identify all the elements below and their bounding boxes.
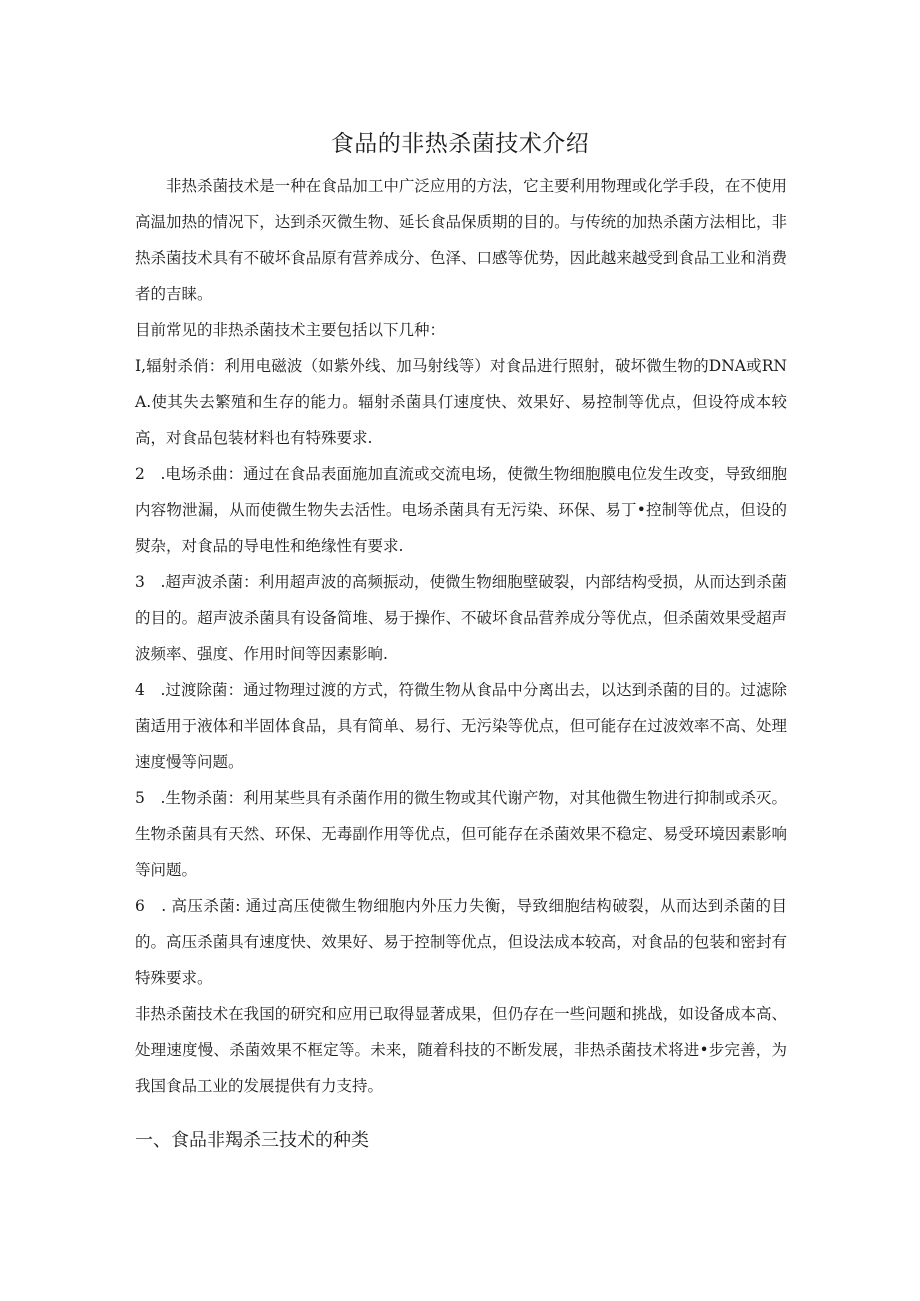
list-intro-paragraph: 目前常见的非热杀菌技术主要包括以下几种：	[135, 321, 446, 339]
document-body	[135, 168, 787, 1104]
list-item-radiation: I,辐射杀俏：利用电磁波（如紫外线、加马射线等）对食品进行照射，破坏微生物的DNA或RNA.使其失去繁殖和生存的能力。辐射杀菌具仃速度快、效果好、易控制等优点，但设符成本较高，对食品包装材料也有特殊要求.	[135, 357, 787, 447]
conclusion-paragraph: 非热杀菌技术在我国的研究和应用已取得显著成果，但仍存在一些问题和挑战，如设备成本高、处理速度慢、杀菌效果不框定等。未来，随着科技的不断发展，非热杀菌技术将进•步完善，为我国食品工业的发展提供有力支持。	[135, 1005, 787, 1095]
list-item-ultrasonic: 3 .超声波杀菌：利用超声波的高频振动，使微生物细胞壁破裂，内部结构受损，从而达到杀菌的目的。超声波杀菌具有设备简堆、易于操作、不破坏食品营养成分等优点，但杀菌效果受超声波频率、强度、作用时间等因素影晌.	[135, 573, 787, 663]
intro-paragraph: 非热杀菌技术是一种在食品加工中广泛应用的方法，它主要利用物理或化学手段，在不使用高温加热的情况下，达到杀灭微生物、延长食品保质期的目的。与传统的加热杀菌方法相比，非热杀菌技术具有不破坏食品原有营养成分、色泽、口感等优势，因此越来越受到食品工业和消费者的吉睐。	[135, 177, 787, 303]
section-heading: 一、食品非羯杀三技术的种类	[135, 1130, 369, 1151]
list-item-high-pressure: 6 . 高压杀菌: 通过高压使微生物细胞内外压力失衡，导致细胞结构破裂，从而达到杀菌的目的。高压杀菌具有速度快、效果好、易于控制等优点，但设法成本较高，对食品的包装和密封有特殊要求。	[135, 897, 787, 987]
page-title: 食品的非热杀菌技术介绍	[330, 131, 590, 157]
list-item-electric-field: 2 .电场杀曲：通过在食品表面施加直流或交流电场，使微生物细胞膜电位发生改变，导致细胞内容物泄漏，从而使微生物失去活性。电场杀菌具有无污染、环保、易丁•控制等优点，但设的熨杂，对食品的导电性和绝缘性有要求.	[135, 465, 787, 555]
list-item-biological: 5 .生物杀菌：利用某些具有杀菌作用的微生物或其代谢产物，对其他微生物进行抑制或杀灭。生物杀菌具有天然、环保、无毒副作用等优点，但可能存在杀菌效果不稳定、易受环境因素影响等问题。	[135, 789, 787, 879]
list-item-filtration: 4 .过渡除菌：通过物理过渡的方式，符微生物从食品中分离出去，以达到杀菌的目的。过滤除菌适用于液体和半固体食品，具有简单、易行、无污染等优点，但可能存在过波效率不高、处理速度慢等问题。	[135, 681, 787, 771]
